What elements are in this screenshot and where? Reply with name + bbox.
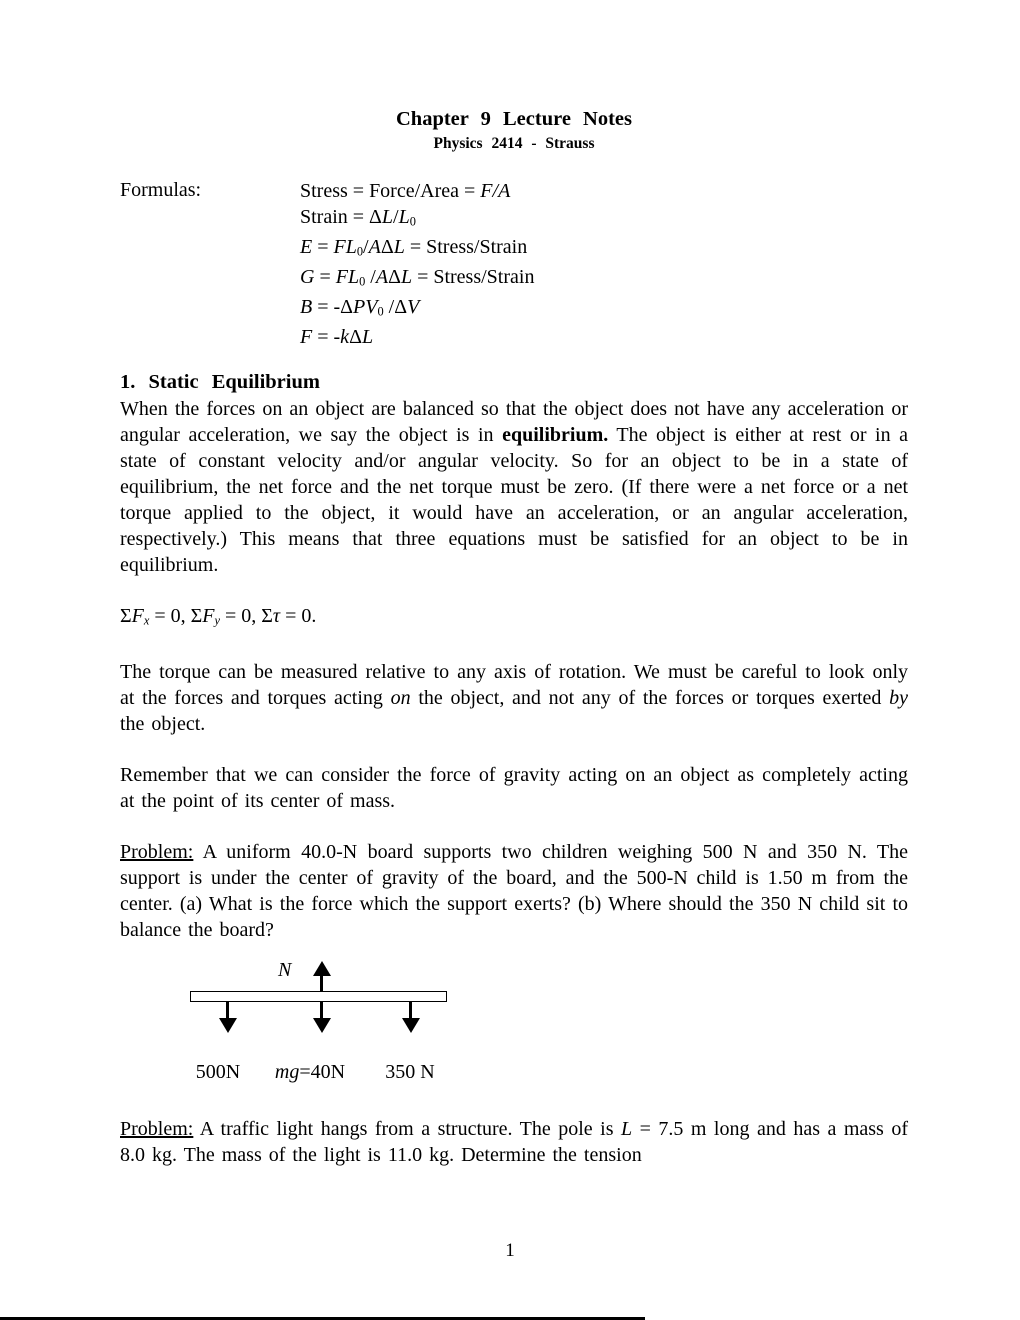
formula-strain: Strain = ΔL/L0 — [300, 205, 416, 229]
board — [190, 991, 447, 1002]
formula-stress: Stress = Force/Area = F/A — [300, 180, 511, 202]
normal-force-label: N — [278, 958, 292, 981]
down-arrow-center-head — [313, 1018, 331, 1033]
down-arrow-left-head — [219, 1018, 237, 1033]
page-subtitle: Physics 2414 - Strauss — [433, 135, 595, 152]
paragraph-center-of-mass: Remember that we can consider the force of gravity acting on an object as completely acting at the point of its center of mass. — [120, 763, 908, 812]
paragraph-equilibrium: When the forces on an object are balanced so that the object does not have any acceleration or angular acceleration, we say the object is in equilibrium. The object is either at rest or in a state of constant velocity and/or angular velocity. So for an object to be in a state of equilibrium, the net force and the net torque must be zero. (If there were a net force or a net torque applied to the object, it would have an acceleration, or an angular acceleration, respectively.) This means that three equations must be satisfied for an object to be in equilibrium. — [120, 397, 908, 576]
page-number: 1 — [505, 1240, 515, 1261]
paragraph-torque: The torque can be measured relative to any axis of rotation. We must be careful to look only at the forces and torques acting on the object, and not any of the forces or torques exerted by the object. — [120, 660, 908, 735]
up-arrow-shaft — [320, 974, 323, 992]
formula-youngs-modulus: E = FL0/AΔL = Stress/Strain — [300, 235, 528, 259]
down-arrow-right-shaft — [409, 1002, 412, 1019]
equation-equilibrium-conditions: ΣFx = 0, ΣFy = 0, Στ = 0. — [120, 604, 317, 628]
formula-bulk-modulus: B = -ΔPV0 /ΔV — [300, 296, 420, 319]
weight-label-500N: 500N — [195, 1060, 241, 1083]
formula-lines — [300, 179, 908, 351]
formulas-label: Formulas: — [120, 179, 202, 201]
formula-hookes-law: F = -kΔL — [300, 326, 374, 349]
problem-1: Problem: A uniform 40.0-N board supports two children weighing 500 N and 350 N. The support is under the center of gravity of the board, and the 500-N child is 1.50 m from the center. (a) What is the force which the support exerts? (b) Where should the 350 N child sit to balance the board? — [120, 840, 908, 941]
section-heading-static-equilibrium: 1. Static Equilibrium — [120, 370, 320, 393]
down-arrow-center-shaft — [320, 1002, 323, 1019]
board-force-diagram — [120, 958, 908, 1091]
weight-label-350N: 350 N — [385, 1060, 435, 1083]
down-arrow-left-shaft — [226, 1002, 229, 1019]
down-arrow-right-head — [402, 1018, 420, 1033]
formulas-block — [120, 179, 908, 351]
page-content — [120, 108, 908, 1168]
formula-shear-modulus: G = FL0 /AΔL = Stress/Strain — [300, 265, 535, 289]
weight-label-board: mg=40N — [274, 1060, 346, 1083]
page-title: Chapter 9 Lecture Notes — [395, 108, 633, 130]
problem-2: Problem: A traffic light hangs from a structure. The pole is L = 7.5 m long and has a mass of 8.0 kg. The mass of the light is 11.0 kg. Determine the tension — [120, 1117, 908, 1166]
